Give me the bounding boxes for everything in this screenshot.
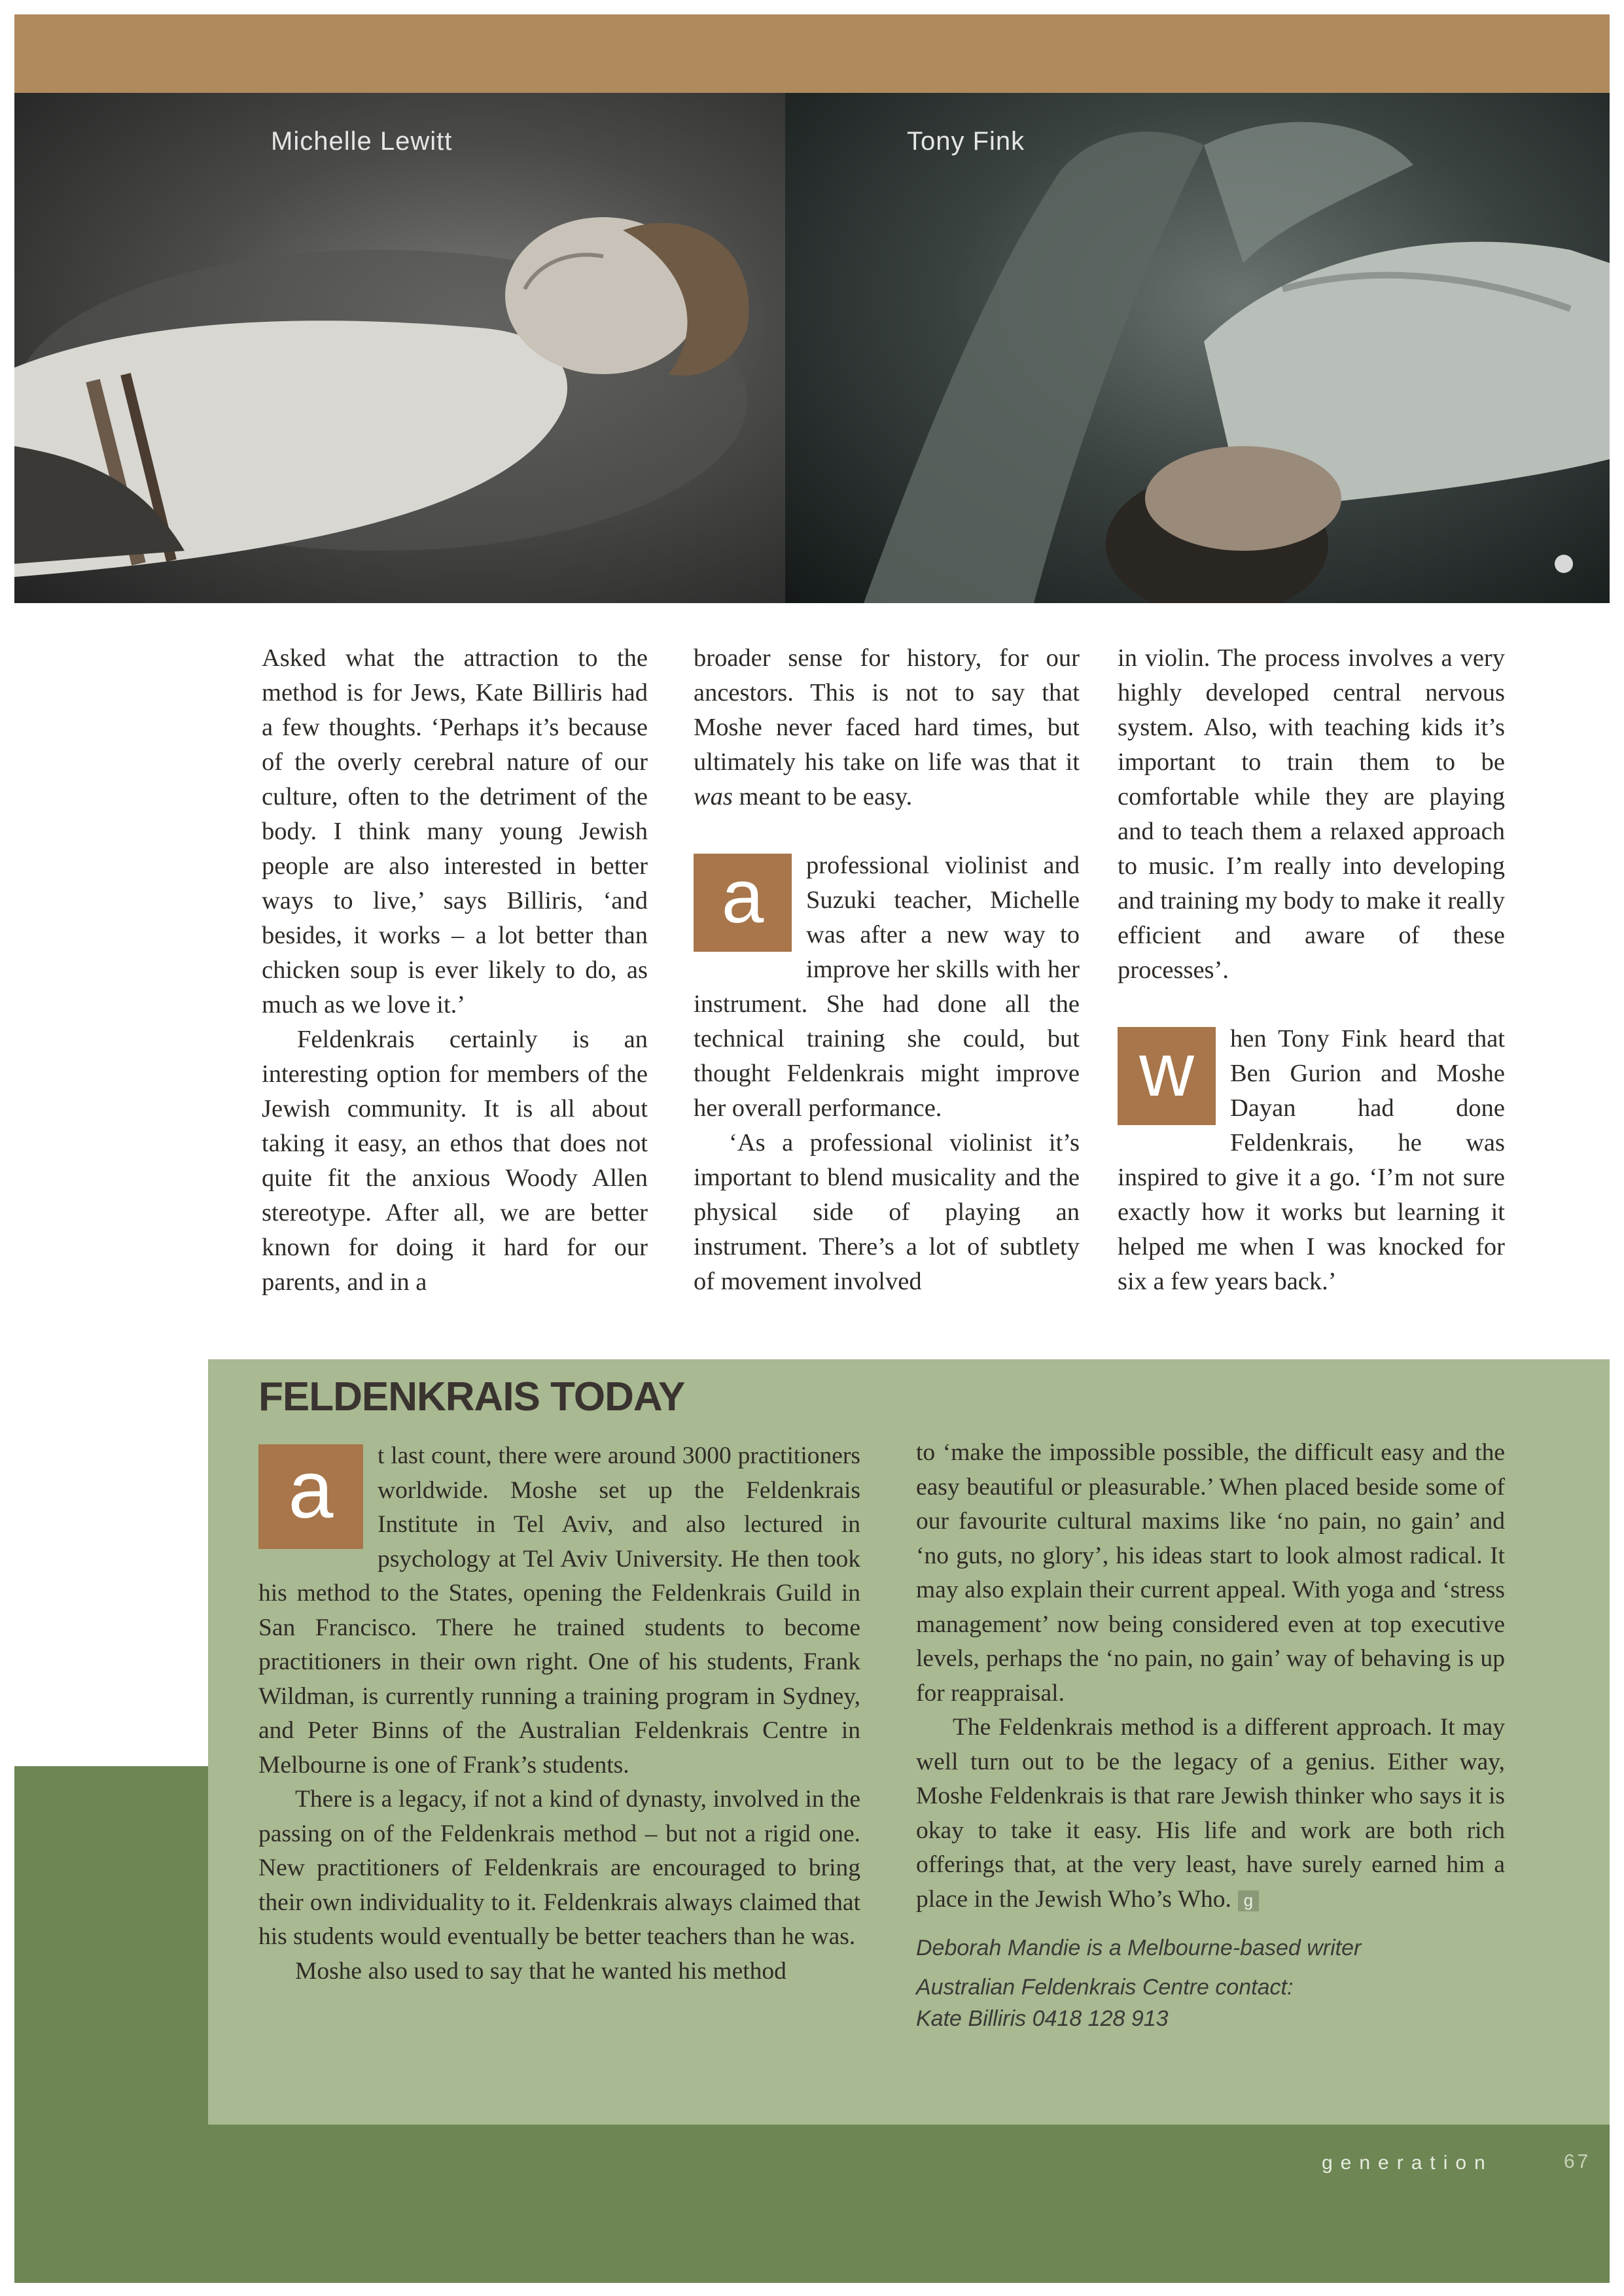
sidebar-left-paragraph-2: There is a legacy, if not a kind of dynasty, involved in the passing on of the Feldenkrais method – but not a rigid one. New practitioners of Feldenkrais are encouraged to bring their own individuality to it. Feldenkrais always claimed that his students would eventually be better teachers than he was. <box>258 1786 860 1950</box>
col2-p1-text-a: broader sense for history, for our ancestors. This is not to say that Moshe never faced hard times, but ultimately his take on life was that it <box>694 644 1080 776</box>
page-number: 67 <box>1564 2151 1591 2172</box>
col2-paragraph-3: ‘As a professional violinist it’s important to blend musicality and the physical side of playing an instrument. There’s a lot of subtlety of movement involved <box>694 1129 1080 1295</box>
photo-illustration-left <box>14 93 785 603</box>
sidebar-drop-cap-a: a <box>258 1444 363 1549</box>
top-color-band <box>14 14 1610 93</box>
col2-p1-emphasis: was <box>694 783 733 810</box>
article-column-3 <box>1118 641 1505 1299</box>
sidebar-left-paragraph-3: Moshe also used to say that he wanted his method <box>295 1957 786 1985</box>
col2-p2-text: professional violinist and Suzuki teacher, Michelle was after a new way to improve her skills with her instrument. She had done all the technical training she could, but thought Feldenkrais might improve her overall performance. <box>694 852 1080 1122</box>
author-byline: Deborah Mandie is a Melbourne-based writer <box>916 1936 1362 1960</box>
photo-caption-left: Michelle Lewitt <box>271 127 453 156</box>
col2-p1-text-b: meant to be easy. <box>732 783 913 810</box>
drop-cap-a: a <box>694 854 792 952</box>
photo-tony-fink <box>785 93 1610 603</box>
article-column-1 <box>262 641 648 1300</box>
photo-illustration-right <box>785 93 1610 603</box>
photo-caption-right: Tony Fink <box>907 127 1025 156</box>
magazine-brand: generation <box>1322 2152 1493 2174</box>
sidebar-left-p1-text: t last count, there were around 3000 practitioners worldwide. Moshe set up the Feldenkrais Institute in Tel Aviv, and also lectured in psychology at Tel Aviv University. He then took his method to the States, opening the Feldenkrais Guild in San Francisco. There he trained students to become practitioners in their own right. One of his students, Frank Wildman, is currently running a training program in Sydney, and Peter Binns of the Australian Feldenkrais Centre in Melbourne is one of Frank’s students. <box>258 1442 860 1779</box>
sidebar-column-right <box>916 1436 1505 2034</box>
sidebar-right-paragraph-1: to ‘make the impossible possible, the difficult easy and the easy beautiful or pleasurable.’ When placed beside some of our favourite cultural maxims like ‘no pain, no gain’ and ‘no guts, no glory’, his ideas start to look almost radical. It may also explain their current appeal. With yoga and ‘stress management’ now being considered even at top executive levels, perhaps the ‘no pain, no gain’ way of behaving is up for reappraisal. <box>916 1439 1505 1707</box>
sidebar-left-paragraph-1 <box>258 1439 860 1783</box>
col2-paragraph-2 <box>694 848 1080 1126</box>
col1-paragraph-2: Feldenkrais certainly is an interesting option for members of the Jewish community. It is all about taking it easy, an ethos that does not quite fit the anxious Woody Allen stereotype. After all, we are better known for doing it hard for our parents, and in a <box>262 1026 648 1296</box>
col3-paragraph-1: in violin. The process involves a very highly developed central nervous system. Also, with teaching kids it’s important to train them to be comfortable while they are playing and to teach them a relaxed approach to music. I’m really into developing and training my body to make it really efficient and aware of these processes’. <box>1118 644 1505 984</box>
contact-line-2: Kate Billiris 0418 128 913 <box>916 2006 1169 2031</box>
sidebar-right-paragraph-2 <box>916 1711 1505 1917</box>
sidebar-heading: FELDENKRAIS TODAY <box>258 1374 685 1419</box>
sidebar-right-p2-text: The Feldenkrais method is a different approach. It may well turn out to be the legacy of a genius. Either way, Moshe Feldenkrais is that rare Jewish thinker who says it is okay to take it easy. His life and work are both rich offerings that, at the very least, have surely earned him a place in the Jewish Who’s Who. <box>916 1714 1505 1913</box>
green-bottom-band <box>14 2125 1610 2283</box>
article-column-2 <box>694 641 1080 1299</box>
col3-p2-text: hen Tony Fink heard that Ben Gurion and Moshe Dayan had done Feldenkrais, he was inspired to give it a go. ‘I’m not sure exactly how it works but learning it helped me when I was knocked for six a few years back.’ <box>1118 1025 1505 1295</box>
col2-paragraph-1 <box>694 641 1080 814</box>
photo-michelle-lewitt <box>14 93 785 603</box>
sidebar-column-left <box>258 1439 860 1989</box>
drop-cap-w: w <box>1118 1027 1216 1125</box>
end-mark-icon: g <box>1238 1890 1259 1911</box>
col3-paragraph-2 <box>1118 1022 1505 1299</box>
col1-paragraph-1: Asked what the attraction to the method is for Jews, Kate Billiris had a few thoughts. ‘Perhaps it’s because of the overly cerebral nature of our culture, often to the detriment of the body. I think many young Jewish people are also interested in better ways to live,’ says Billiris, ‘and besides, it works – a lot better than chicken soup is ever likely to do, as much as we love it.’ <box>262 644 648 1018</box>
contact-line-1: Australian Feldenkrais Centre contact: <box>916 1975 1294 2000</box>
